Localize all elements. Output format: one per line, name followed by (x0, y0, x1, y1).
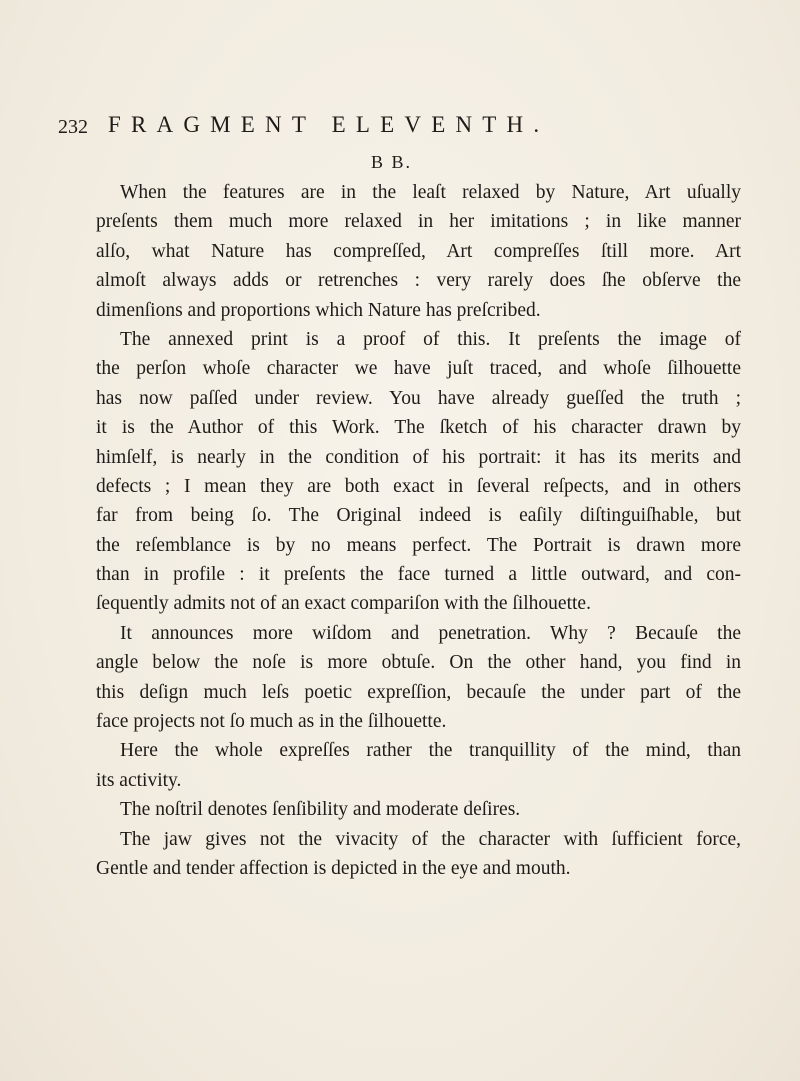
text-line: preſents them much more relaxed in her imitations ; in like manner (96, 211, 741, 233)
text-line: When the features are in the leaſt relaxed by Nature, Art uſually (120, 182, 741, 203)
text-line: than in profile : it preſents the face turned a little outward, and con- (96, 564, 741, 586)
text-line: Here the whole expreſſes rather the tranquillity of the mind, than (120, 740, 741, 762)
page-number: 232 (58, 116, 88, 138)
text-line: it is the Author of this Work. The ſketch of his character drawn by (96, 417, 741, 439)
text-line: The jaw gives not the vivacity of the character with ſufficient force, (120, 828, 741, 850)
page-header (58, 112, 758, 142)
text-line: dimenſions and proportions which Nature has preſcribed. (96, 299, 541, 321)
text-line: The noſtril denotes ſenſibility and moderate deſires. (120, 799, 521, 821)
text-line: almoſt always adds or retrenches : very rarely does ſhe obſerve the (96, 270, 741, 292)
text-line: far from being ſo. The Original indeed is eaſily diſtinguiſhable, but (96, 505, 741, 527)
text-line: has now paſſed under review. You have already gueſſed the truth ; (96, 387, 741, 409)
body-text (96, 178, 741, 883)
text-line: its activity. (96, 769, 182, 791)
text-line: Gentle and tender affection is depicted in the eye and mouth. (96, 857, 571, 879)
text-line: himſelf, is nearly in the condition of his portrait: it has its merits and (96, 446, 741, 468)
text-line: ſequently admits not of an exact compariſon with the ſilhouette. (96, 593, 591, 615)
text-line: The annexed print is a proof of this. It preſents the image of (120, 328, 741, 350)
text-line: It announces more wiſdom and penetration. Why ? Becauſe the (120, 622, 741, 644)
text-line: the perſon whoſe character we have juſt traced, and whoſe ſilhouette (96, 358, 741, 380)
text-line: the reſemblance is by no means perfect. The Portrait is drawn more (96, 534, 741, 556)
running-title: FRAGMENT ELEVENTH. (108, 112, 550, 137)
text-line: defects ; I mean they are both exact in ſeveral reſpects, and in others (96, 475, 741, 497)
text-line: alſo, what Nature has compreſſed, Art compreſſes ſtill more. Art (96, 240, 741, 262)
text-line: angle below the noſe is more obtuſe. On the other hand, you find in (96, 652, 741, 674)
speaker-heading: B B. (371, 152, 413, 172)
text-line: face projects not ſo much as in the ſilhouette. (96, 711, 447, 733)
text-line: this deſign much leſs poetic expreſſion, becauſe the under part of the (96, 681, 741, 703)
